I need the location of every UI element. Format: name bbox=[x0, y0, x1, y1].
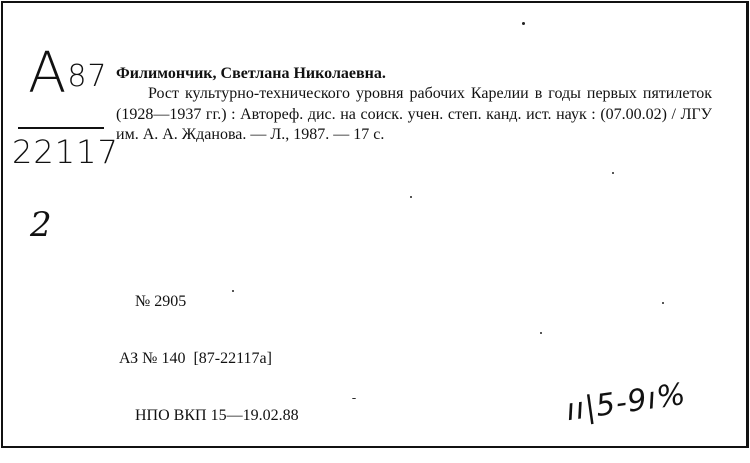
record-block bbox=[119, 254, 299, 463]
shelfmark-letter: А bbox=[28, 41, 68, 106]
speck bbox=[540, 332, 542, 334]
author-heading: Филимончик, Светлана Николаевна. bbox=[116, 65, 386, 82]
record-line: НПО ВКП 15—19.02.88 bbox=[119, 407, 299, 424]
speck bbox=[662, 302, 664, 304]
record-line: № 2905 bbox=[119, 293, 187, 310]
handwritten-mark: 2 bbox=[30, 205, 52, 245]
shelfmark-divider bbox=[18, 127, 104, 129]
shelfmark-number-bottom: 22117 bbox=[12, 133, 119, 171]
bibliographic-description: Рост культурно-технического уровня рабочих Карелии в годы первых пятилеток (1928—1937 гг.) : Автореф. дис. на соиск. учен. степ. канд. ист. наук : (07.00.02) / ЛГУ им. А. А. Жданова. — Л., 1987. — 17 с. bbox=[116, 85, 712, 143]
speck bbox=[232, 290, 234, 292]
speck bbox=[410, 196, 412, 198]
handwritten-signature: ıı|5-9ı% bbox=[564, 376, 689, 429]
shelfmark-top bbox=[28, 41, 108, 106]
speck bbox=[612, 172, 614, 174]
speck bbox=[522, 22, 525, 25]
shelfmark-number-top: 87 bbox=[67, 59, 108, 94]
speck bbox=[352, 398, 356, 399]
record-line: АЗ № 140 [87-22117а] bbox=[119, 350, 272, 367]
